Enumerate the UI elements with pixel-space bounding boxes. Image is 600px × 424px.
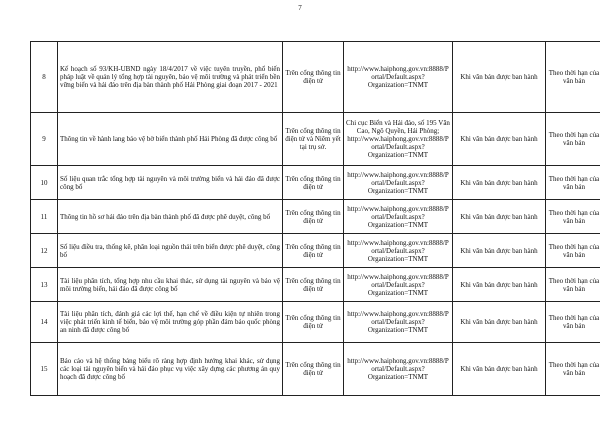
content-cell: Thông tin hồ sơ hải đảo trên địa bàn thành phố đã được phê duyệt, công bố bbox=[58, 200, 283, 234]
basis-cell: Khi văn bản được ban hành bbox=[453, 42, 546, 113]
content-cell: Báo cáo và hệ thống bảng biểu rõ ràng hợp định hướng khai khác, sử dụng các loại tài nguyên biển và hải đảo phục vụ việc xây dựng các phương án quy hoạch đã được công bố bbox=[58, 343, 283, 396]
method-cell: Trên cổng thông tin điện tử bbox=[283, 302, 344, 343]
table-row bbox=[31, 200, 600, 234]
basis-cell: Khi văn bản được ban hành bbox=[453, 166, 546, 200]
time-cell: Theo thời hạn của văn bản bbox=[546, 302, 600, 343]
basis-cell: Khi văn bản được ban hành bbox=[453, 343, 546, 396]
method-cell: Trên cổng thông tin điện tử bbox=[283, 343, 344, 396]
table-row bbox=[31, 268, 600, 302]
basis-cell: Khi văn bản được ban hành bbox=[453, 234, 546, 268]
address-cell: http://www.haiphong.gov.vn:8888/Portal/Default.aspx?Organization=TNMT bbox=[344, 234, 453, 268]
page-number: 7 bbox=[298, 4, 302, 12]
address-cell: Chi cục Biển và Hải đảo, số 195 Văn Cao, Ngô Quyền, Hải Phòng; http://www.haiphong.gov.vn:8888/Portal/Default.aspx?Organization=TNMT bbox=[344, 113, 453, 166]
address-cell: http://www.haiphong.gov.vn:8888/Portal/Default.aspx?Organization=TNMT bbox=[344, 166, 453, 200]
content-cell: Kế hoạch số 93/KH-UBND ngày 18/4/2017 về việc tuyên truyền, phổ biến pháp luật về quản lý tổng hợp tài nguyên, bảo vệ môi trường và phát triển bền vững biển và hải đảo trên địa bàn thành phố Hải Phòng giai đoạn 2017 - 2021 bbox=[58, 42, 283, 113]
time-cell: Theo thời hạn của văn bản bbox=[546, 166, 600, 200]
time-cell: Theo thời hạn của văn bản bbox=[546, 234, 600, 268]
table-row bbox=[31, 42, 600, 113]
row-number: 10 bbox=[31, 166, 58, 200]
address-cell: http://www.haiphong.gov.vn:8888/Portal/Default.aspx?Organization=TNMT bbox=[344, 268, 453, 302]
content-cell: Số liệu quan trắc tổng hợp tài nguyên và môi trường biển và hải đảo đã được công bố bbox=[58, 166, 283, 200]
content-cell: Tài liệu phân tích, tổng hợp nhu cầu khai thác, sử dụng tài nguyên và bảo vệ môi trường biển, hải đảo đã được công bố bbox=[58, 268, 283, 302]
time-cell: Theo thời hạn của văn bản bbox=[546, 113, 600, 166]
table-row bbox=[31, 113, 600, 166]
table-row bbox=[31, 302, 600, 343]
basis-cell: Khi văn bản được ban hành bbox=[453, 113, 546, 166]
disclosure-table bbox=[30, 41, 600, 396]
row-number: 14 bbox=[31, 302, 58, 343]
basis-cell: Khi văn bản được ban hành bbox=[453, 268, 546, 302]
row-number: 9 bbox=[31, 113, 58, 166]
method-cell: Trên cổng thông tin điện tử bbox=[283, 200, 344, 234]
method-cell: Trên cổng thông tin điện tử bbox=[283, 268, 344, 302]
address-cell: http://www.haiphong.gov.vn:8888/Portal/Default.aspx?Organization=TNMT bbox=[344, 343, 453, 396]
time-cell: Theo thời hạn của văn bản bbox=[546, 200, 600, 234]
table-row bbox=[31, 234, 600, 268]
time-cell: Theo thời hạn của văn bản bbox=[546, 42, 600, 113]
basis-cell: Khi văn bản được ban hành bbox=[453, 302, 546, 343]
table-row bbox=[31, 343, 600, 396]
method-cell: Trên cổng thông tin điện tử bbox=[283, 166, 344, 200]
row-number: 12 bbox=[31, 234, 58, 268]
address-cell: http://www.haiphong.gov.vn:8888/Portal/Default.aspx?Organization=TNMT bbox=[344, 200, 453, 234]
method-cell: Trên cổng thông tin điện tử bbox=[283, 42, 344, 113]
content-cell: Số liệu điều tra, thống kê, phân loại nguồn thải trên biển được phê duyệt, công bố bbox=[58, 234, 283, 268]
basis-cell: Khi văn bản được ban hành bbox=[453, 200, 546, 234]
content-cell: Thông tin về hành lang bảo vệ bờ biển thành phố Hải Phòng đã được công bố bbox=[58, 113, 283, 166]
row-number: 13 bbox=[31, 268, 58, 302]
row-number: 11 bbox=[31, 200, 58, 234]
row-number: 15 bbox=[31, 343, 58, 396]
method-cell: Trên cổng thông tin điện tử và Niêm yết tại trụ sở. bbox=[283, 113, 344, 166]
content-cell: Tài liệu phân tích, đánh giá các lợi thế, hạn chế về điều kiện tự nhiên trong việc phát triển kinh tế biển, bảo vệ môi trường góp phần đảm bảo quốc phòng an ninh đã được công bố bbox=[58, 302, 283, 343]
row-number: 8 bbox=[31, 42, 58, 113]
time-cell: Theo thời hạn của văn bản bbox=[546, 343, 600, 396]
table-row bbox=[31, 166, 600, 200]
method-cell: Trên cổng thông tin điện tử bbox=[283, 234, 344, 268]
time-cell: Theo thời hạn của văn bản bbox=[546, 268, 600, 302]
address-cell: http://www.haiphong.gov.vn:8888/Portal/Default.aspx?Organization=TNMT bbox=[344, 42, 453, 113]
address-cell: http://www.haiphong.gov.vn:8888/Portal/Default.aspx?Organization=TNMT bbox=[344, 302, 453, 343]
